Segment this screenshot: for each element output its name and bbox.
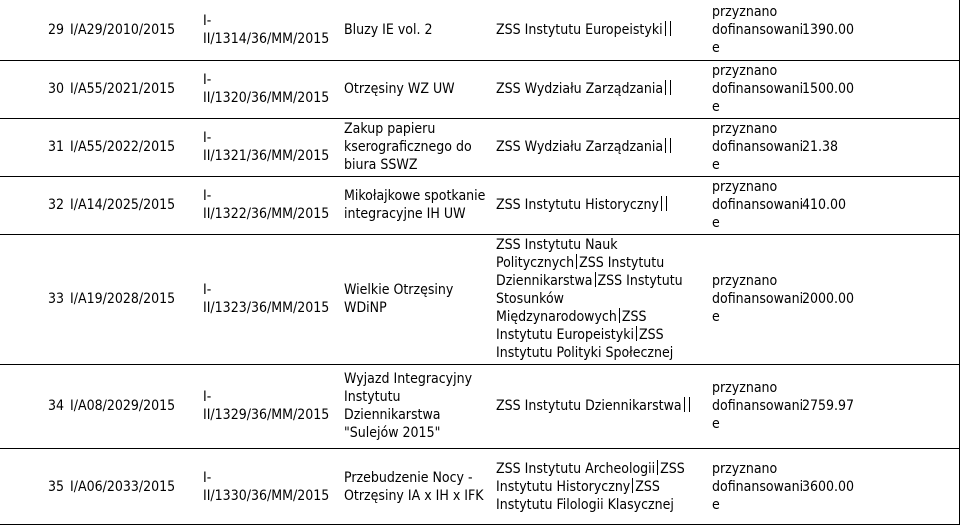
- applicants-line: [496, 236, 706, 254]
- applicants-line: [496, 290, 706, 308]
- project-title-line: Bluzy IE vol. 2: [344, 22, 433, 38]
- applicants-line: [496, 496, 706, 514]
- applicant-name: Politycznych: [496, 255, 575, 271]
- table-row: [0, 448, 960, 525]
- applicants-line: [496, 254, 706, 272]
- application-id-text: I/A55/2022/2015: [70, 139, 176, 155]
- grant-amount: [802, 118, 862, 176]
- applicants: [496, 118, 706, 176]
- grant-status-line: e: [712, 157, 720, 173]
- applicants-line: [496, 138, 706, 156]
- grant-status-line: przyznano: [712, 179, 778, 195]
- decision-number-line: II/1323/36/MM/2015: [203, 300, 330, 316]
- grant-status-line: e: [712, 496, 720, 513]
- project-title-line: "Sulejów 2015": [344, 425, 441, 441]
- decision-number-line: II/1329/36/MM/2015: [203, 407, 330, 423]
- project-title-line: Zakup papieru: [344, 121, 436, 137]
- grant-status-line: dofinansowani: [712, 398, 804, 414]
- project-title-line: Przebudzenie Nocy -: [344, 469, 473, 486]
- decision-number-line: I-: [203, 282, 212, 298]
- row-number: [0, 60, 64, 118]
- applicant-name: Stosunków: [496, 291, 564, 307]
- grant-status-line: przyznano: [712, 121, 778, 137]
- decision-number-line: II/1320/36/MM/2015: [203, 90, 330, 106]
- grant-status-line: dofinansowani: [712, 478, 804, 495]
- project-title-line: Instytutu: [344, 389, 401, 405]
- decision-number: [203, 0, 339, 60]
- separator-mark: [670, 21, 671, 36]
- project-title: [344, 448, 490, 525]
- applicants: [496, 234, 706, 364]
- row-number-text: 35: [47, 478, 64, 495]
- decision-number-line: II/1314/36/MM/2015: [203, 31, 330, 47]
- project-title-line: kserograficznego do: [344, 139, 472, 155]
- application-id: [70, 60, 195, 118]
- decision-number-line: I-: [203, 130, 212, 146]
- row-number: [0, 0, 64, 60]
- separator-mark: [684, 397, 685, 412]
- decision-number: [203, 118, 339, 176]
- applicant-name: ZSS: [635, 478, 660, 495]
- grant-status: [712, 234, 804, 364]
- grant-status-line: e: [712, 99, 720, 115]
- applicant-name: Instytutu Europeistyki: [496, 327, 634, 343]
- applicants-line: [496, 397, 706, 415]
- separator-mark: [665, 138, 666, 153]
- table-row: [0, 176, 960, 234]
- decision-number-line: I-: [203, 188, 212, 204]
- separator-mark: [665, 21, 666, 36]
- table-row: [0, 60, 960, 118]
- separator-mark: [689, 397, 690, 412]
- applicants-line: [496, 80, 706, 98]
- applicants-line: [496, 21, 706, 39]
- applicant-name: ZSS: [639, 327, 664, 343]
- separator-mark: [670, 138, 671, 153]
- decision-number-line: I-: [203, 72, 212, 88]
- decision-number: [203, 364, 339, 448]
- project-title-line: Mikołajkowe spotkanie: [344, 188, 486, 204]
- project-title: [344, 0, 490, 60]
- project-title-line: Otrzęsiny IA x IH x IFK: [344, 487, 484, 504]
- grant-amount-text: 21.38: [802, 139, 839, 155]
- separator-mark: [661, 196, 662, 211]
- applicant-name: ZSS: [660, 460, 685, 477]
- applicant-name: ZSS Instytutu Archeologii: [496, 460, 656, 477]
- row-number-text: 30: [47, 81, 64, 97]
- row-number-text: 29: [47, 22, 64, 38]
- separator-mark: [666, 196, 667, 211]
- row-number: [0, 234, 64, 364]
- applicants-line: [496, 344, 706, 362]
- grant-status-line: e: [712, 416, 720, 432]
- applicant-name: Instytutu Filologii Klasycznej: [496, 496, 674, 513]
- project-title-line: biura SSWZ: [344, 157, 418, 173]
- grant-status: [712, 176, 804, 234]
- grant-amount-text: 1390.00: [802, 22, 855, 38]
- applicants-line: [496, 308, 706, 326]
- application-id-text: I/A06/2033/2015: [70, 478, 176, 495]
- grant-amount: [802, 0, 862, 60]
- grant-amount-text: 410.00: [802, 197, 847, 213]
- row-number-text: 32: [47, 197, 64, 213]
- grant-status-line: dofinansowani: [712, 291, 804, 307]
- project-title: [344, 176, 490, 234]
- applicant-name: ZSS Wydziału Zarządzania: [496, 139, 664, 155]
- grant-amount-text: 3600.00: [802, 478, 855, 495]
- applicants-line: [496, 196, 706, 214]
- grant-status-line: dofinansowani: [712, 197, 804, 213]
- project-title-line: integracyjne IH UW: [344, 206, 466, 222]
- grant-amount: [802, 448, 862, 525]
- applicant-name: Międzynarodowych: [496, 309, 617, 325]
- grant-status-line: przyznano: [712, 4, 778, 20]
- separator-mark: [636, 326, 637, 341]
- applicant-name: Instytutu Historyczny: [496, 478, 631, 495]
- applicants: [496, 176, 706, 234]
- separator-mark: [576, 254, 577, 269]
- application-id-text: I/A08/2029/2015: [70, 398, 176, 414]
- applicant-name: ZSS Instytutu: [597, 273, 683, 289]
- grant-status-line: przyznano: [712, 63, 778, 79]
- decision-number-line: II/1330/36/MM/2015: [203, 487, 330, 504]
- decision-number-line: II/1321/36/MM/2015: [203, 148, 330, 164]
- applicants: [496, 364, 706, 448]
- grant-status-line: e: [712, 40, 720, 56]
- grant-amount: [802, 60, 862, 118]
- project-title: [344, 364, 490, 448]
- application-id: [70, 118, 195, 176]
- decision-number-line: I-: [203, 469, 212, 486]
- table-row: [0, 118, 960, 176]
- grant-status-line: przyznano: [712, 273, 778, 289]
- grant-amount-text: 1500.00: [802, 81, 855, 97]
- decision-number: [203, 234, 339, 364]
- row-number-text: 33: [47, 291, 64, 307]
- project-title-line: Wyjazd Integracyjny: [344, 371, 473, 387]
- separator-mark: [665, 80, 666, 95]
- separator-mark: [670, 80, 671, 95]
- applicants-line: [496, 460, 706, 478]
- application-id: [70, 234, 195, 364]
- row-number: [0, 118, 64, 176]
- row-number-text: 34: [47, 398, 64, 414]
- applicants-line: [496, 478, 706, 496]
- application-id-text: I/A55/2021/2015: [70, 81, 176, 97]
- grant-status: [712, 364, 804, 448]
- grant-amount-text: 2759.97: [802, 398, 855, 414]
- row-number: [0, 364, 64, 448]
- applicant-name: Instytutu Polityki Społecznej: [496, 345, 674, 361]
- grant-amount-text: 2000.00: [802, 291, 855, 307]
- grant-amount: [802, 364, 862, 448]
- table-row: [0, 234, 960, 364]
- application-id-text: I/A14/2025/2015: [70, 197, 176, 213]
- project-title: [344, 234, 490, 364]
- applicants-line: [496, 272, 706, 290]
- decision-number-line: I-: [203, 389, 212, 405]
- application-id: [70, 448, 195, 525]
- project-title-line: WDiNP: [344, 300, 387, 316]
- decision-number-line: I-: [203, 13, 212, 29]
- separator-mark: [632, 478, 633, 493]
- grant-status: [712, 0, 804, 60]
- grant-status-line: przyznano: [712, 380, 778, 396]
- grant-status-line: dofinansowani: [712, 139, 804, 155]
- applicant-name: ZSS Instytutu Europeistyki: [496, 22, 663, 38]
- grant-amount: [802, 176, 862, 234]
- project-title: [344, 118, 490, 176]
- grant-amount: [802, 234, 862, 364]
- applicant-name: Dziennikarstwa: [496, 273, 593, 289]
- applicant-name: ZSS Instytutu Nauk: [496, 237, 618, 253]
- separator-mark: [657, 460, 658, 475]
- grant-status: [712, 60, 804, 118]
- applicants: [496, 0, 706, 60]
- applicants-line: [496, 326, 706, 344]
- row-number: [0, 176, 64, 234]
- separator-mark: [595, 272, 596, 287]
- decision-number: [203, 60, 339, 118]
- grant-status-line: przyznano: [712, 460, 778, 477]
- application-id-text: I/A19/2028/2015: [70, 291, 176, 307]
- grant-status: [712, 118, 804, 176]
- applicants: [496, 60, 706, 118]
- application-id: [70, 364, 195, 448]
- grant-status: [712, 448, 804, 525]
- project-title: [344, 60, 490, 118]
- decision-number: [203, 176, 339, 234]
- project-title-line: Otrzęsiny WZ UW: [344, 81, 455, 97]
- grant-status-line: dofinansowani: [712, 22, 804, 38]
- grant-status-line: e: [712, 309, 720, 325]
- applicant-name: ZSS Instytutu Historyczny: [496, 197, 659, 213]
- decision-number-line: II/1322/36/MM/2015: [203, 206, 330, 222]
- grant-status-line: e: [712, 215, 720, 231]
- applicant-name: ZSS Instytutu Dziennikarstwa: [496, 398, 682, 414]
- application-id: [70, 176, 195, 234]
- table-row: [0, 0, 960, 60]
- project-title-line: Dziennikarstwa: [344, 407, 441, 423]
- grant-status-line: dofinansowani: [712, 81, 804, 97]
- application-id-text: I/A29/2010/2015: [70, 22, 176, 38]
- applicant-name: ZSS Instytutu: [579, 255, 665, 271]
- applicant-name: ZSS: [621, 309, 647, 325]
- applicants: [496, 448, 706, 525]
- decision-number: [203, 448, 339, 525]
- table-row: [0, 364, 960, 448]
- row-number: [0, 448, 64, 525]
- application-id: [70, 0, 195, 60]
- applicant-name: ZSS Wydziału Zarządzania: [496, 81, 664, 97]
- project-title-line: Wielkie Otrzęsiny: [344, 282, 454, 298]
- row-number-text: 31: [47, 139, 64, 155]
- separator-mark: [619, 308, 620, 323]
